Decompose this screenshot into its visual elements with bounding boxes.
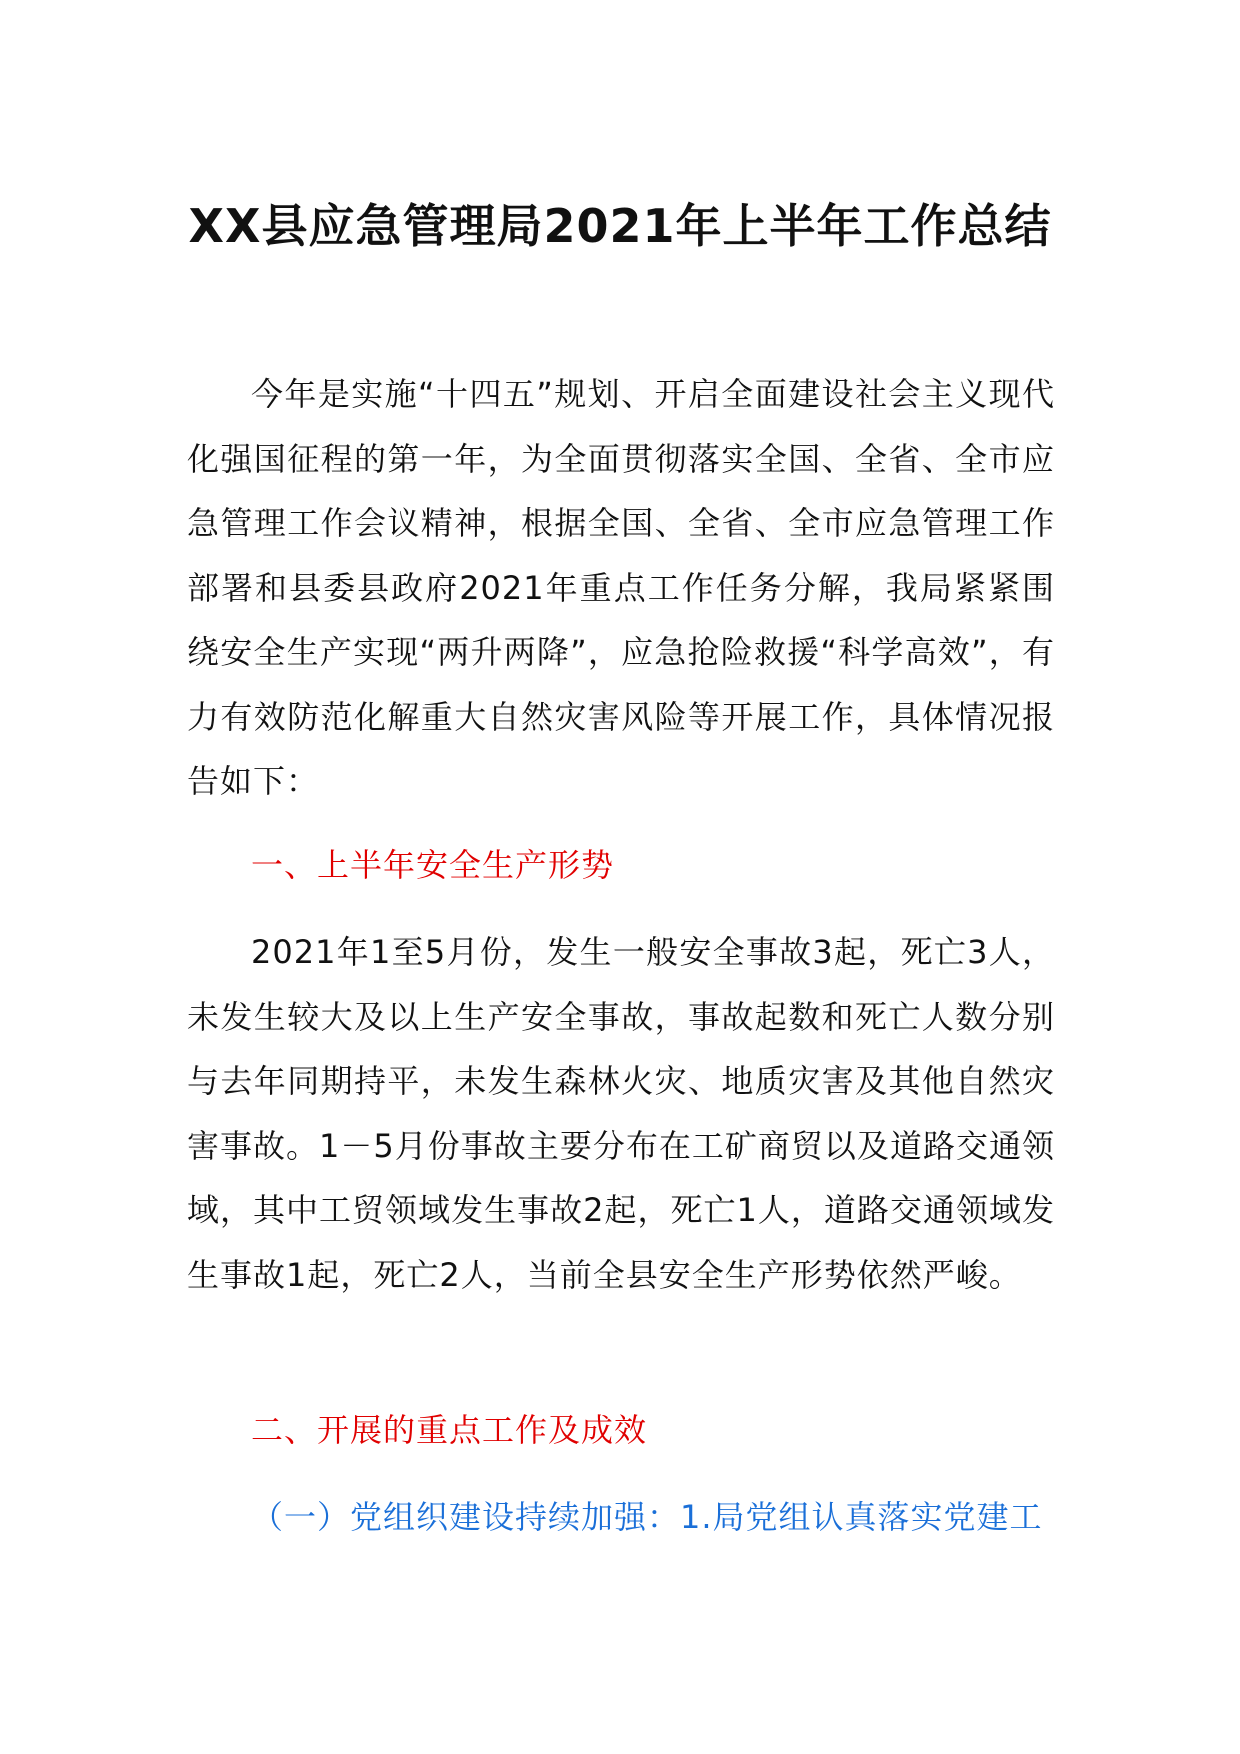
subsection-heading-1: （一）党组织建设持续加强：1.局党组认真落实党建工 <box>251 1498 1043 1536</box>
document-title: XX县应急管理局2021年上半年工作总结 <box>188 199 1052 253</box>
intro-paragraph: 今年是实施“十四五”规划、开启全面建设社会主义现代化强国征程的第一年，为全面贯彻落实全国、全省、全市应急管理工作会议精神，根据全国、全省、全市应急管理工作部署和县委县政府2021年重点工作任务分解，我局紧紧围绕安全生产实现“两升两降”，应急抢险救援“科学高效”，有力有效防范化解重大自然灾害风险等开展工作，具体情况报告如下： <box>187 375 1055 800</box>
safety-situation-paragraph: 2021年1至5月份，发生一般安全事故3起，死亡3人，未发生较大及以上生产安全事故，事故起数和死亡人数分别与去年同期持平，未发生森林火灾、地质灾害及其他自然灾害事故。1－5月份事故主要分布在工矿商贸以及道路交通领域，其中工贸领域发生事故2起，死亡1人，道路交通领域发生事故1起，死亡2人，当前全县安全生产形势依然严峻。 <box>187 933 1055 1294</box>
section-heading-1: 一、上半年安全生产形势 <box>251 846 615 884</box>
section-heading-2: 二、开展的重点工作及成效 <box>251 1411 648 1449</box>
